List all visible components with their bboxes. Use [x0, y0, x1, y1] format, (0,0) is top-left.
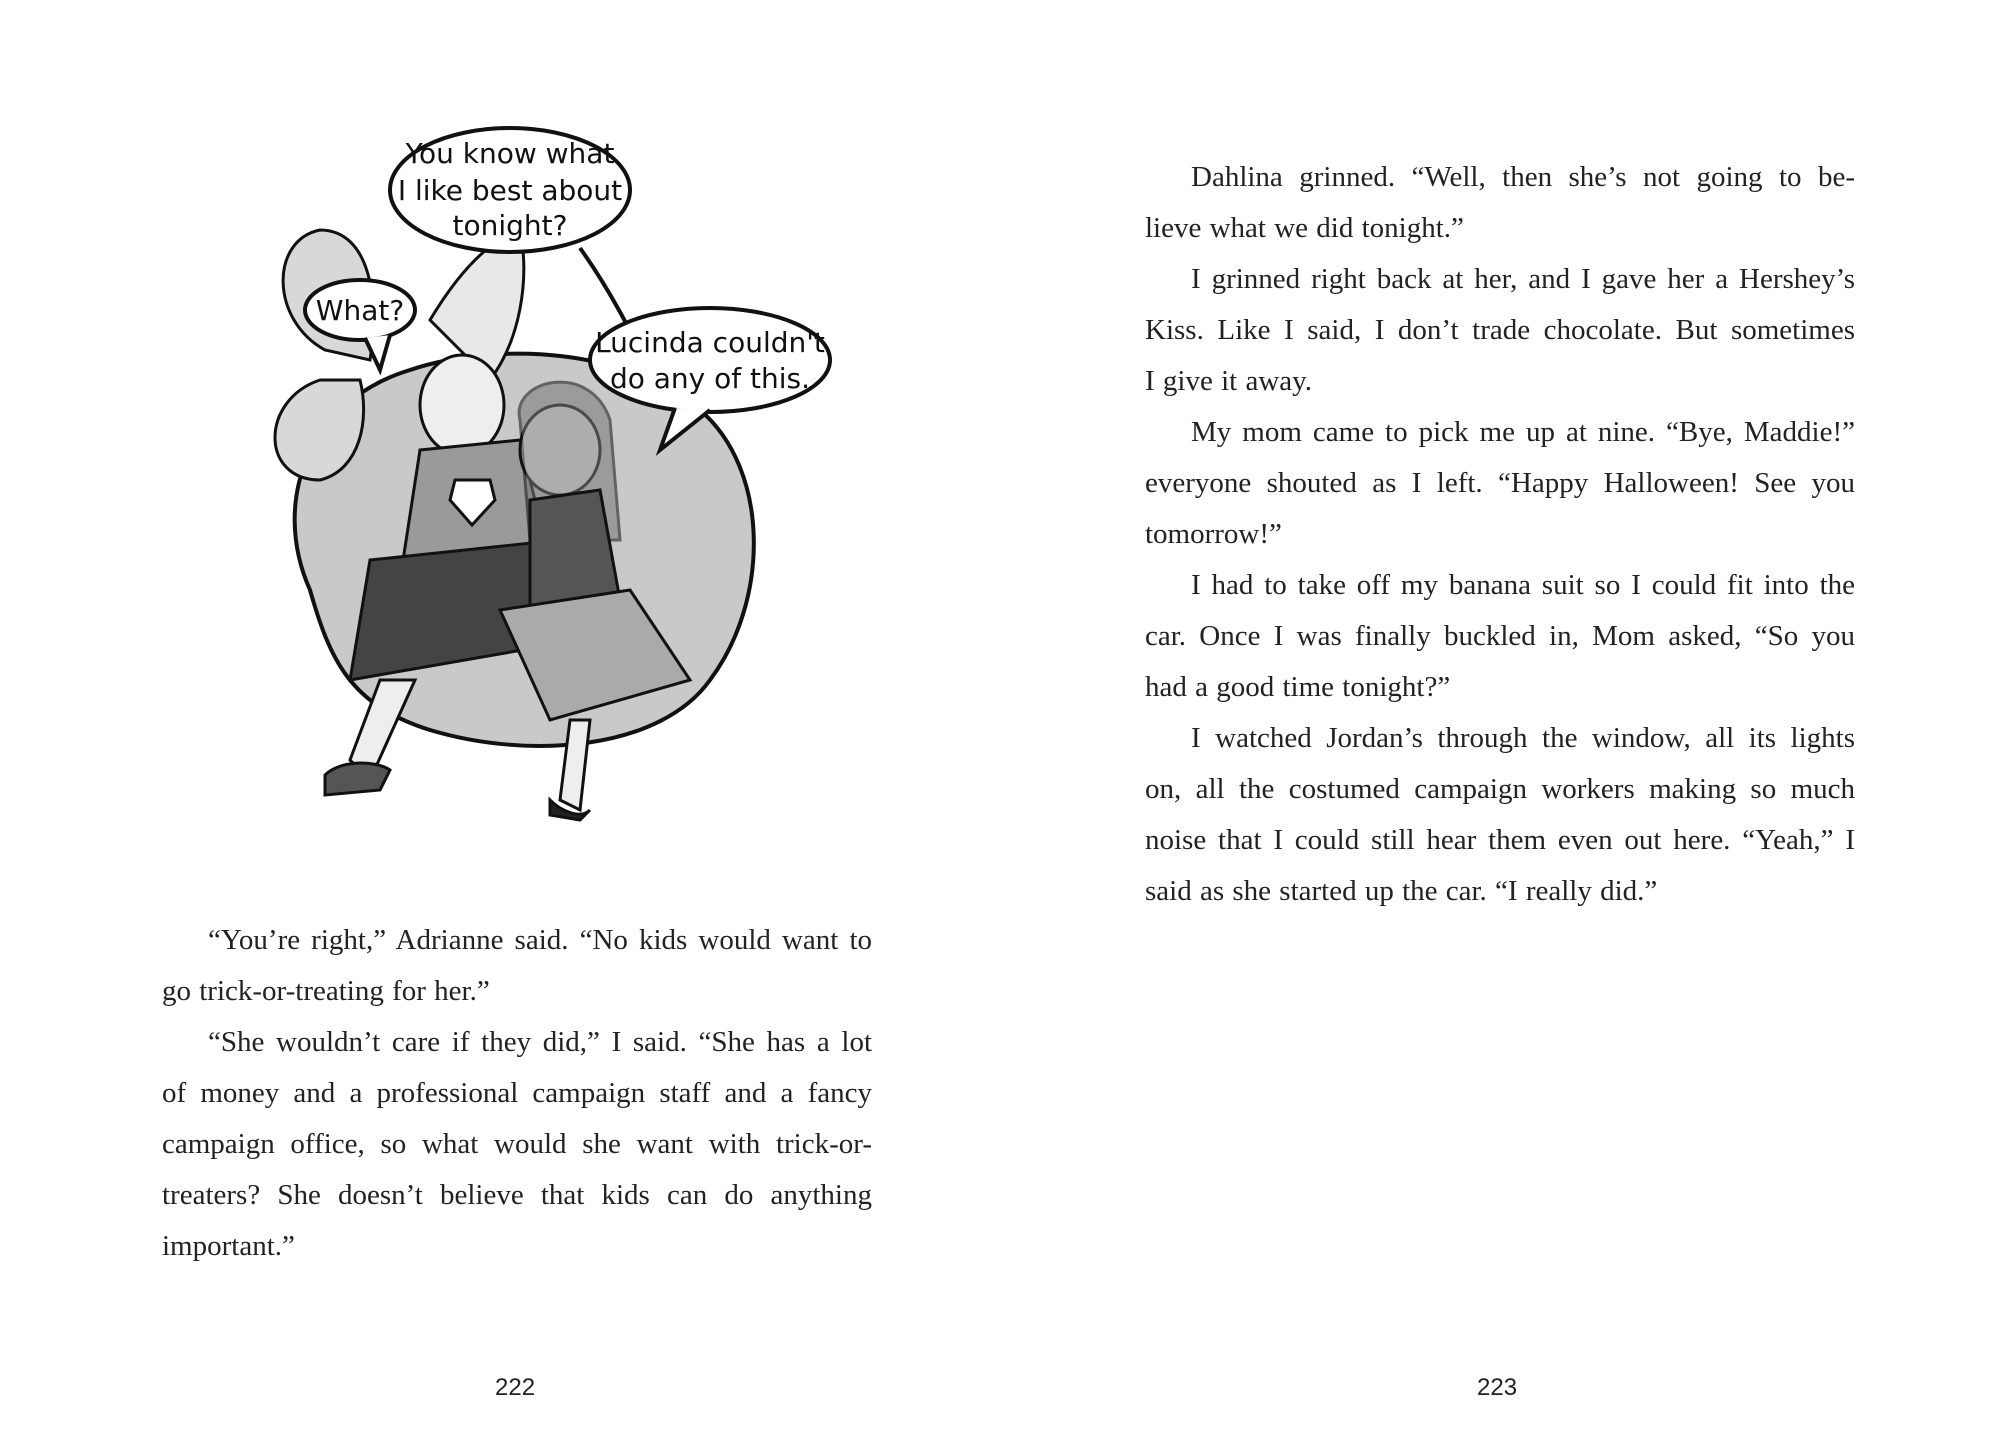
right-page: [1000, 0, 2000, 1454]
text-line: car. Once I was finally buckled in, Mom asked, “So you: [1145, 620, 1855, 652]
text-line: Dahlina grinned. “Well, then she’s not going to be-: [1191, 161, 1855, 193]
kid-face-shape: [420, 355, 504, 455]
illustration-kids-on-beanbag: [230, 120, 850, 880]
left-body-text: [162, 915, 872, 1272]
text-line: “You’re right,” Adrianne said. “No kids would want to: [208, 924, 872, 956]
text-line: Kiss. Like I said, I don’t trade chocolate. But sometimes: [1145, 314, 1855, 346]
speech-bubble-1: [390, 128, 630, 252]
page-number: 222: [495, 1374, 536, 1401]
text-line: I watched Jordan’s through the window, all its lights: [1191, 722, 1855, 754]
text-line: treaters? She doesn’t believe that kids can do anything: [162, 1179, 872, 1211]
text-line: on, all the costumed campaign workers making so much: [1145, 773, 1855, 805]
text-line: noise that I could still hear them even out here. “Yeah,” I: [1145, 824, 1855, 856]
text-line: lieve what we did tonight.”: [1145, 212, 1464, 244]
text-line: had a good time tonight?”: [1145, 671, 1451, 703]
bubble-1-line-1: You know what: [405, 137, 615, 170]
text-line: said as she started up the car. “I really did.”: [1145, 875, 1658, 907]
text-line: I give it away.: [1145, 365, 1313, 397]
text-line: My mom came to pick me up at nine. “Bye, Maddie!”: [1191, 416, 1855, 448]
text-line: tomorrow!”: [1145, 518, 1282, 550]
text-line: go trick-or-treating for her.”: [162, 975, 490, 1007]
bubble-3-line-2: do any of this.: [609, 362, 811, 395]
shoe-shape: [325, 763, 390, 795]
bubble-3-line-1: Lucinda couldn't: [595, 326, 825, 359]
text-line: everyone shouted as I left. “Happy Halloween! See you: [1145, 467, 1855, 499]
bubble-1-line-3: tonight?: [452, 209, 568, 242]
text-line: of money and a professional campaign staff and a fancy: [162, 1077, 872, 1109]
bubble-1-line-2: I like best about: [397, 174, 623, 207]
right-body-text: [1145, 152, 1855, 917]
text-line: I grinned right back at her, and I gave her a Hershey’s: [1191, 263, 1855, 295]
text-line: I had to take off my banana suit so I could fit into the: [1191, 569, 1855, 601]
text-line: campaign office, so what would she want with trick-or-: [162, 1128, 872, 1160]
text-line: important.”: [162, 1230, 295, 1262]
bubble-2-line-1: What?: [315, 294, 405, 327]
page-number: 223: [1477, 1374, 1518, 1401]
text-line: “She wouldn’t care if they did,” I said. “She has a lot: [208, 1026, 872, 1058]
